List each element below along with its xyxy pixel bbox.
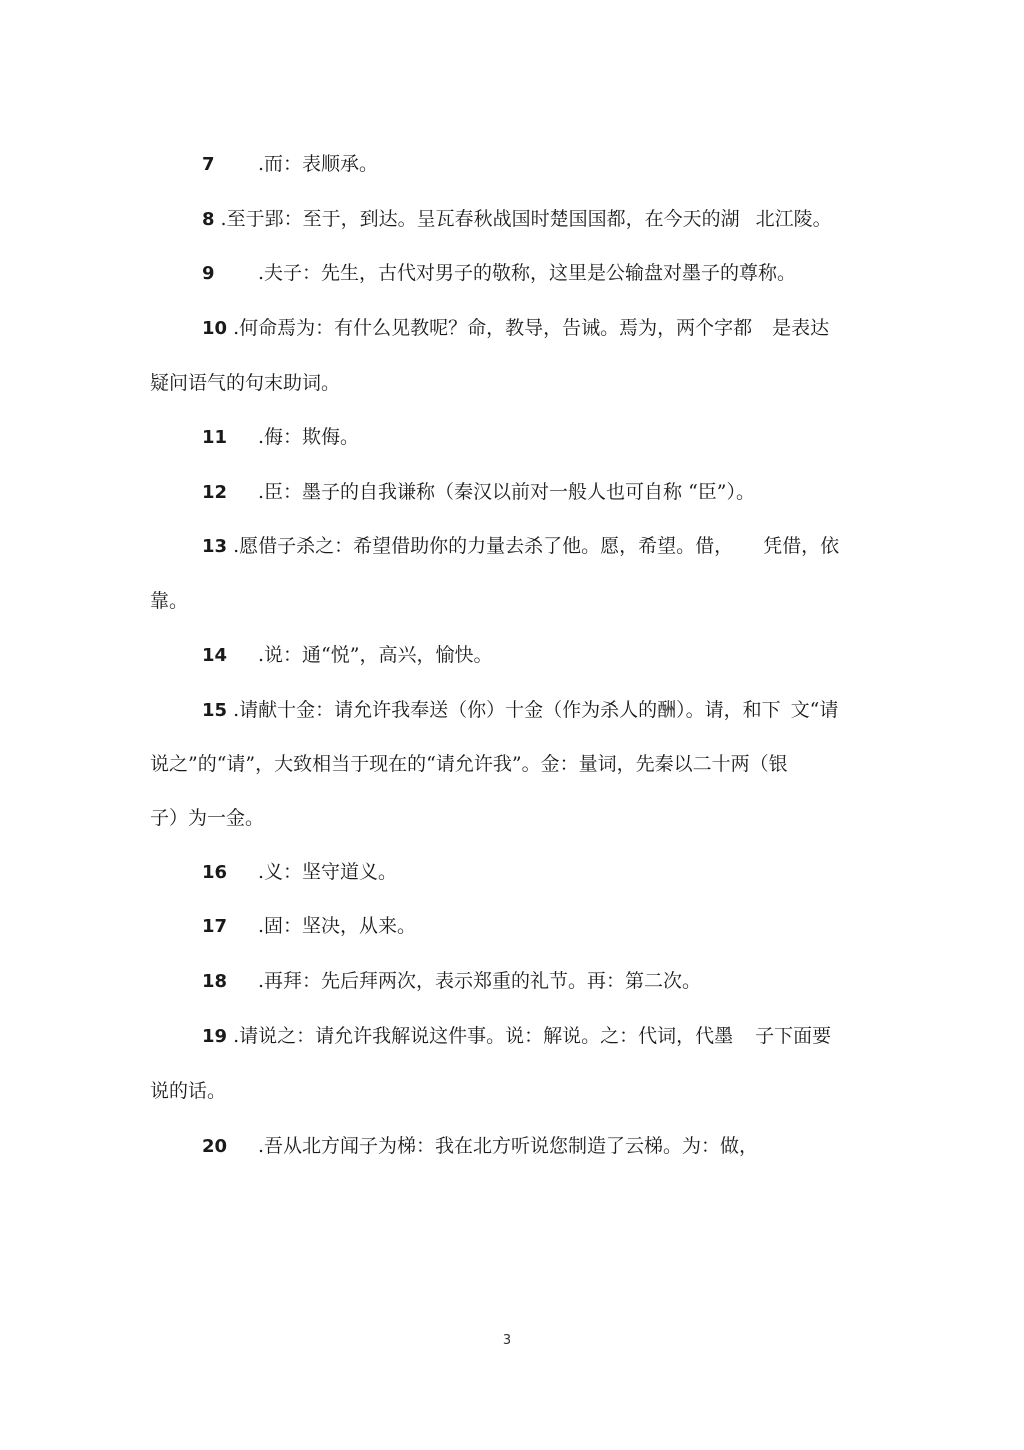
note-number: 19 <box>202 1026 228 1047</box>
note-text-wrapped: 疑问语气的句末助词。 <box>150 372 341 394</box>
note-text: .夫子：先生，古代对男子的敬称，这里是公输盘对墨子的尊称。 <box>258 262 797 284</box>
note-number: 18 <box>202 971 228 992</box>
note-number: 15 <box>202 700 228 721</box>
note-15-continuation-2 <box>150 804 870 832</box>
note-text-wrapped: 靠。 <box>150 590 189 612</box>
note-7 <box>150 150 870 179</box>
note-number: 12 <box>202 482 228 503</box>
note-16 <box>150 858 870 887</box>
note-13-continuation <box>150 587 870 615</box>
note-text: .请说之：请允许我解说这件事。说：解说。之：代词，代墨 <box>233 1025 734 1047</box>
note-text-cont: 文“请 <box>790 699 839 721</box>
note-14 <box>150 641 870 670</box>
note-text: .说：通“悦”，高兴，愉快。 <box>258 644 493 666</box>
note-19-continuation <box>150 1077 870 1105</box>
note-text: .至于郢：至于，到达。呈瓦春秋战国时楚国国都，在今天的湖 <box>220 208 740 230</box>
page-number: 3 <box>502 1333 512 1348</box>
note-text: .侮：欺侮。 <box>258 426 360 448</box>
note-text: .而：表顺承。 <box>258 153 379 175</box>
note-10-continuation <box>150 369 870 397</box>
note-number: 7 <box>202 154 215 175</box>
note-15 <box>150 696 870 725</box>
note-text: .臣：墨子的自我谦称（秦汉以前对一般人也可自称 “臣”）。 <box>258 481 756 503</box>
note-9 <box>150 259 870 288</box>
note-text-wrapped: 说之”的“请”，大致相当于现在的“请允许我”。金：量词，先秦以二十两（银 <box>150 753 788 775</box>
note-13 <box>150 532 870 561</box>
note-text: .吾从北方闻子为梯：我在北方听说您制造了云梯。为：做， <box>258 1135 759 1157</box>
note-18 <box>150 967 870 996</box>
note-text-wrapped: 子）为一金。 <box>150 807 265 829</box>
note-11 <box>150 423 870 452</box>
note-19 <box>150 1022 870 1051</box>
note-12 <box>150 478 870 507</box>
note-20 <box>150 1132 870 1161</box>
note-number: 14 <box>202 645 228 666</box>
note-number: 20 <box>202 1136 228 1157</box>
note-text-wrapped: 说的话。 <box>150 1080 227 1102</box>
note-number: 10 <box>202 318 228 339</box>
note-text-cont: 凭借，依 <box>763 535 840 557</box>
note-15-continuation <box>150 750 870 778</box>
note-text-cont: 北江陵。 <box>755 208 832 230</box>
note-8 <box>150 205 870 234</box>
note-number: 11 <box>202 427 228 448</box>
note-text-cont: 是表达 <box>772 317 830 339</box>
note-text: .何命焉为：有什么见教呢？命，教导，告诫。焉为，两个字都 <box>233 317 753 339</box>
note-text: .愿借子杀之：希望借助你的力量去杀了他。愿，希望。借， <box>233 535 734 557</box>
note-number: 9 <box>202 263 215 284</box>
note-text: .固：坚决，从来。 <box>258 915 417 937</box>
note-number: 13 <box>202 536 228 557</box>
note-number: 17 <box>202 916 228 937</box>
note-text: .请献十金：请允许我奉送（你）十金（作为杀人的酬）。请，和下 <box>233 699 781 721</box>
note-17 <box>150 912 870 941</box>
note-text-cont: 子下面要 <box>755 1025 832 1047</box>
note-number: 16 <box>202 862 228 883</box>
note-text: .再拜：先后拜两次，表示郑重的礼节。再：第二次。 <box>258 970 702 992</box>
note-10 <box>150 314 870 343</box>
note-number: 8 <box>202 209 215 230</box>
note-text: .义：坚守道义。 <box>258 861 398 883</box>
